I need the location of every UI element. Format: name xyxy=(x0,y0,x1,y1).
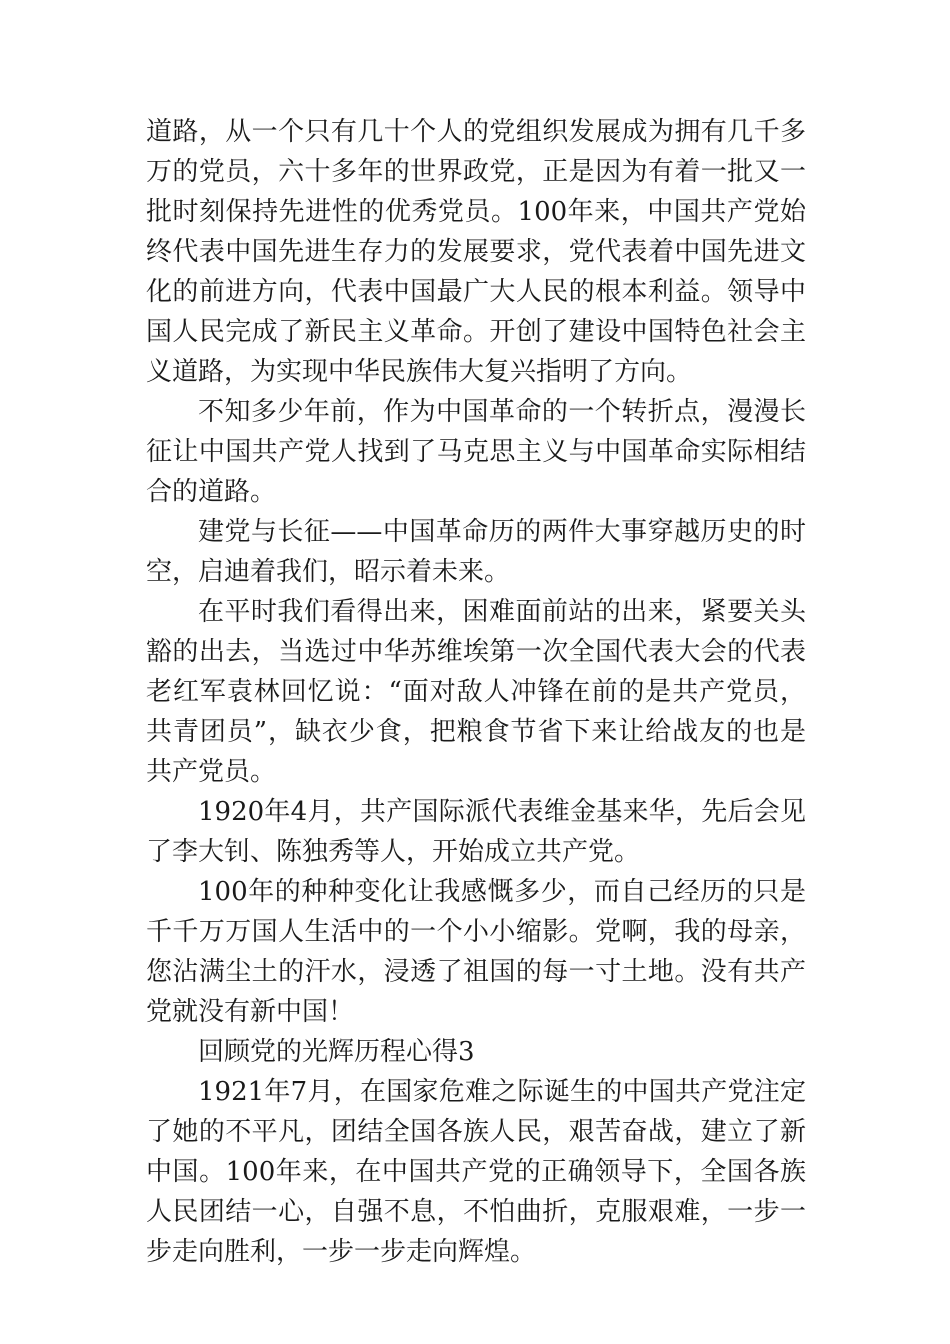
paragraph-1920: 1920年4月，共产国际派代表维金基来华，先后会见了李大钊、陈独秀等人，开始成立共产党。 xyxy=(146,797,806,867)
paragraph-1921: 1921年7月，在国家危难之际诞生的中国共产党注定了她的不平凡，团结全国各族人民，艰苦奋战，建立了新中国。100年来，在中国共产党的正确领导下，全国各族人民团结一心，自强不息，不怕曲折，克服艰难，一步一步走向胜利，一步一步走向辉煌。 xyxy=(146,1077,806,1267)
paragraph-100-years-change: 100年的种种变化让我感慨多少，而自己经历的只是千千万万国人生活中的一个小小缩影。党啊，我的母亲，您沾满尘土的汗水，浸透了祖国的每一寸土地。没有共产党就没有新中国！ xyxy=(146,877,806,1027)
paragraph-veteran-recollection: 在平时我们看得出来，困难面前站的出来，紧要关头豁的出去，当选过中华苏维埃第一次全国代表大会的代表老红军袁林回忆说：“面对敌人冲锋在前的是共产党员，共青团员”，缺衣少食，把粮食节省下来让给战友的也是共产党员。 xyxy=(146,597,806,787)
document-body xyxy=(146,112,806,1272)
paragraph-continuation: 道路，从一个只有几十个人的党组织发展成为拥有几千多万的党员，六十多年的世界政党，正是因为有着一批又一批时刻保持先进性的优秀党员。100年来，中国共产党始终代表中国先进生存力的发展要求，党代表着中国先进文化的前进方向，代表中国最广大人民的根本利益。领导中国人民完成了新民主义革命。开创了建设中国特色社会主义道路，为实现中华民族伟大复兴指明了方向。 xyxy=(146,117,806,387)
section-heading: 回顾党的光辉历程心得3 xyxy=(198,1037,475,1067)
paragraph-party-and-march: 建党与长征——中国革命历的两件大事穿越历史的时空，启迪着我们，昭示着未来。 xyxy=(146,517,806,587)
paragraph-long-march: 不知多少年前，作为中国革命的一个转折点，漫漫长征让中国共产党人找到了马克思主义与中国革命实际相结合的道路。 xyxy=(146,397,806,507)
